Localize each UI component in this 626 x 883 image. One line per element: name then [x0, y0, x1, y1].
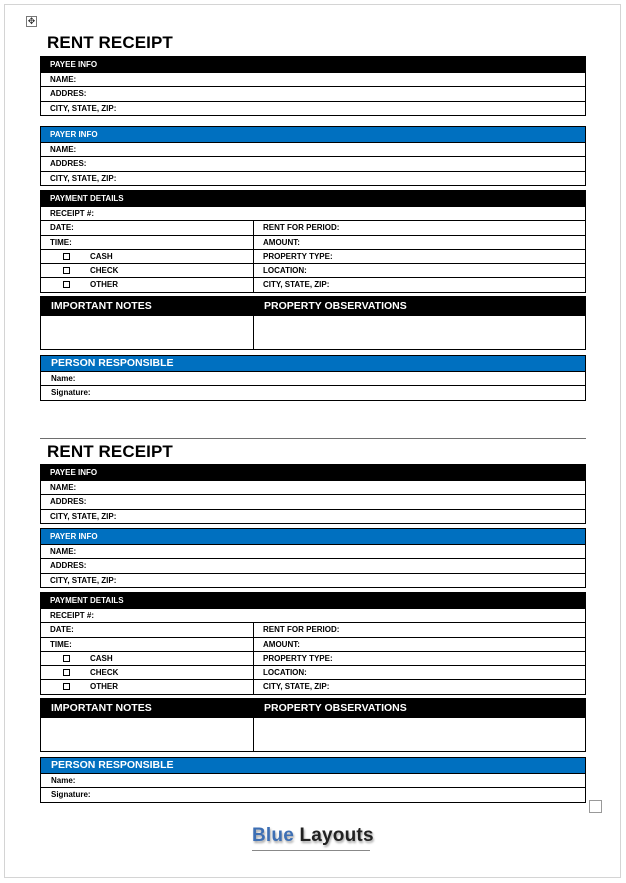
receipt-title: RENT RECEIPT [47, 33, 173, 52]
check-option[interactable] [41, 666, 254, 679]
payment-details-section [40, 190, 586, 293]
receipt-number-field[interactable]: RECEIPT #: [41, 206, 585, 220]
property-observations-area[interactable] [254, 717, 585, 751]
payer-info-header: PAYER INFO [41, 127, 585, 142]
location-field[interactable]: LOCATION: [263, 266, 307, 276]
responsible-name-field[interactable]: Name: [41, 773, 585, 787]
property-observations-header: PROPERTY OBSERVATIONS [254, 699, 585, 717]
payer-address-field[interactable]: ADDRES: [41, 156, 585, 170]
checkbox-icon[interactable] [63, 281, 70, 288]
payment-row [41, 220, 585, 234]
notes-section [40, 296, 586, 350]
checkbox-icon[interactable] [63, 655, 70, 662]
person-responsible-section [40, 757, 586, 803]
check-label: CHECK [90, 668, 119, 678]
move-arrows-icon[interactable]: ✥ [27, 16, 36, 26]
person-responsible-header: PERSON RESPONSIBLE [41, 356, 585, 371]
property-observations-header: PROPERTY OBSERVATIONS [254, 297, 585, 315]
payment-row [41, 679, 585, 693]
payee-name-field[interactable]: NAME: [41, 72, 585, 86]
payee-info-section [40, 56, 586, 116]
payment-row [41, 637, 585, 651]
payment-city-state-zip-field[interactable]: CITY, STATE, ZIP: [263, 280, 330, 290]
payee-info-section [40, 464, 586, 524]
checkbox-icon[interactable] [63, 253, 70, 260]
payee-address-field[interactable]: ADDRES: [41, 86, 585, 100]
property-type-field[interactable]: PROPERTY TYPE: [263, 653, 333, 663]
notes-section [40, 698, 586, 752]
payment-details-header: PAYMENT DETAILS [41, 191, 585, 206]
brand-logo [252, 825, 374, 847]
paragraph-end-marker [589, 800, 602, 813]
payee-address-field[interactable]: ADDRES: [41, 494, 585, 508]
rent-period-field[interactable]: RENT FOR PERIOD: [263, 625, 340, 635]
brand-logo-part2: Layouts [299, 825, 374, 846]
brand-logo-part1: Blue [252, 825, 294, 846]
cash-label: CASH [90, 653, 113, 663]
important-notes-area[interactable] [41, 315, 253, 349]
check-label: CHECK [90, 266, 119, 276]
payer-name-field[interactable]: NAME: [41, 142, 585, 156]
check-option[interactable] [41, 264, 254, 277]
date-field[interactable]: DATE: [41, 221, 254, 234]
checkbox-icon[interactable] [63, 267, 70, 274]
payment-row [41, 665, 585, 679]
payer-info-section [40, 528, 586, 588]
location-field[interactable]: LOCATION: [263, 668, 307, 678]
receipt-title: RENT RECEIPT [47, 442, 173, 461]
payee-info-header: PAYEE INFO [41, 57, 585, 72]
responsible-name-field[interactable]: Name: [41, 371, 585, 385]
payment-details-section [40, 592, 586, 695]
other-label: OTHER [90, 682, 118, 692]
payment-row [41, 235, 585, 249]
payee-info-header: PAYEE INFO [41, 465, 585, 480]
other-option[interactable] [41, 680, 254, 693]
payer-name-field[interactable]: NAME: [41, 544, 585, 558]
amount-field[interactable]: AMOUNT: [263, 237, 300, 247]
cash-option[interactable] [41, 250, 254, 263]
other-label: OTHER [90, 280, 118, 290]
payer-info-section [40, 126, 586, 186]
payee-name-field[interactable]: NAME: [41, 480, 585, 494]
time-field[interactable]: TIME: [41, 638, 254, 651]
payment-row [41, 651, 585, 665]
other-option[interactable] [41, 278, 254, 291]
payee-city-state-zip-field[interactable]: CITY, STATE, ZIP: [41, 509, 585, 523]
date-field[interactable]: DATE: [41, 623, 254, 636]
time-field[interactable]: TIME: [41, 236, 254, 249]
important-notes-header: IMPORTANT NOTES [41, 297, 253, 315]
person-responsible-header: PERSON RESPONSIBLE [41, 758, 585, 773]
payee-city-state-zip-field[interactable]: CITY, STATE, ZIP: [41, 101, 585, 115]
responsible-signature-field[interactable]: Signature: [41, 385, 585, 399]
brand-logo-underline [252, 850, 370, 851]
payment-row [41, 277, 585, 291]
payer-address-field[interactable]: ADDRES: [41, 558, 585, 572]
payment-row [41, 622, 585, 636]
receipt-number-field[interactable]: RECEIPT #: [41, 608, 585, 622]
payment-details-header: PAYMENT DETAILS [41, 593, 585, 608]
amount-field[interactable]: AMOUNT: [263, 639, 300, 649]
responsible-signature-field[interactable]: Signature: [41, 787, 585, 801]
person-responsible-section [40, 355, 586, 401]
important-notes-header: IMPORTANT NOTES [41, 699, 253, 717]
cash-label: CASH [90, 251, 113, 261]
checkbox-icon[interactable] [63, 669, 70, 676]
payer-city-state-zip-field[interactable]: CITY, STATE, ZIP: [41, 573, 585, 587]
payment-row [41, 249, 585, 263]
payment-row [41, 263, 585, 277]
rent-period-field[interactable]: RENT FOR PERIOD: [263, 223, 340, 233]
property-type-field[interactable]: PROPERTY TYPE: [263, 251, 333, 261]
checkbox-icon[interactable] [63, 683, 70, 690]
payment-city-state-zip-field[interactable]: CITY, STATE, ZIP: [263, 682, 330, 692]
property-observations-area[interactable] [254, 315, 585, 349]
payer-info-header: PAYER INFO [41, 529, 585, 544]
important-notes-area[interactable] [41, 717, 253, 751]
payer-city-state-zip-field[interactable]: CITY, STATE, ZIP: [41, 171, 585, 185]
cash-option[interactable] [41, 652, 254, 665]
separator-line [40, 438, 586, 439]
